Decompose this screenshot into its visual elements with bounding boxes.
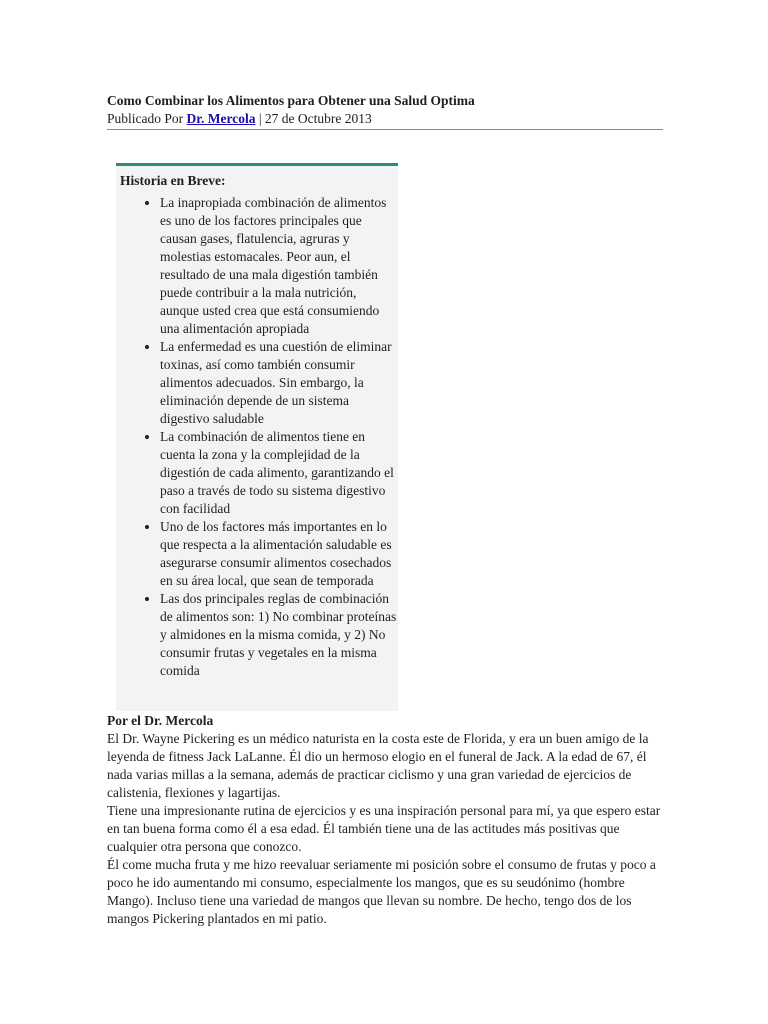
summary-item: • Las dos principales reglas de combinación de alimentos son: 1) No combinar proteínas y almidones en la misma comida, y 2) No consumir frutas y vegetales en la misma comida xyxy=(160,590,398,680)
summary-item: • Uno de los factores más importantes en lo que respecta a la alimentación saludable es asegurarse consumir alimentos cosechados en su área local, que sean de temporada xyxy=(160,518,398,590)
summary-heading: Historia en Breve: xyxy=(120,173,226,188)
byline-prefix: Publicado Por xyxy=(107,111,187,126)
summary-item: • La combinación de alimentos tiene en cuenta la zona y la complejidad de la digestión de cada alimento, garantizando el paso a través de todo su sistema digestivo con facilidad xyxy=(160,428,398,518)
byline-date: | 27 de Octubre 2013 xyxy=(255,111,372,126)
summary-item: • La enfermedad es una cuestión de eliminar toxinas, así como también consumir alimentos adecuados. Sin embargo, la eliminación depende de un sistema digestivo saludable xyxy=(160,338,398,428)
byline xyxy=(107,110,663,130)
body-paragraph: Tiene una impresionante rutina de ejercicios y es una inspiración personal para mí, ya que espero estar en tan buena forma como él a esa edad. Él también tiene una de las actitudes más positivas que cualquier otra persona que conozco. xyxy=(107,803,661,854)
article-body xyxy=(107,712,663,928)
body-paragraph: El Dr. Wayne Pickering es un médico naturista en la costa este de Florida, y era un buen amigo de la leyenda de fitness Jack LaLanne. Él dio un hermoso elogio en el funeral de Jack. A la edad de 67, él nada varias millas a la semana, además de practicar ciclismo y una gran variedad de ejercicios de calistenia, flexiones y lagartijas. xyxy=(107,731,649,800)
author-line: Por el Dr. Mercola xyxy=(107,713,214,728)
article-title: Como Combinar los Alimentos para Obtener una Salud Optima xyxy=(107,93,475,108)
summary-list xyxy=(116,194,398,680)
article-page xyxy=(107,92,663,926)
author-link[interactable]: Dr. Mercola xyxy=(186,111,256,126)
summary-box xyxy=(116,163,398,711)
body-paragraph: Él come mucha fruta y me hizo reevaluar seriamente mi posición sobre el consumo de frutas y poco a poco he ido aumentando mi consumo, especialmente los mangos, que es su seudónimo (hombre Mango). Incluso tiene una variedad de mangos que llevan su nombre. De hecho, tengo dos de los mangos Pickering plantados en mi patio. xyxy=(107,857,656,926)
summary-item: • La inapropiada combinación de alimentos es uno de los factores principales que causan gases, flatulencia, agruras y molestias estomacales. Peor aun, el resultado de una mala digestión también puede contribuir a la mala nutrición, aunque usted crea que está consumiendo una alimentación apropiada xyxy=(160,194,398,338)
